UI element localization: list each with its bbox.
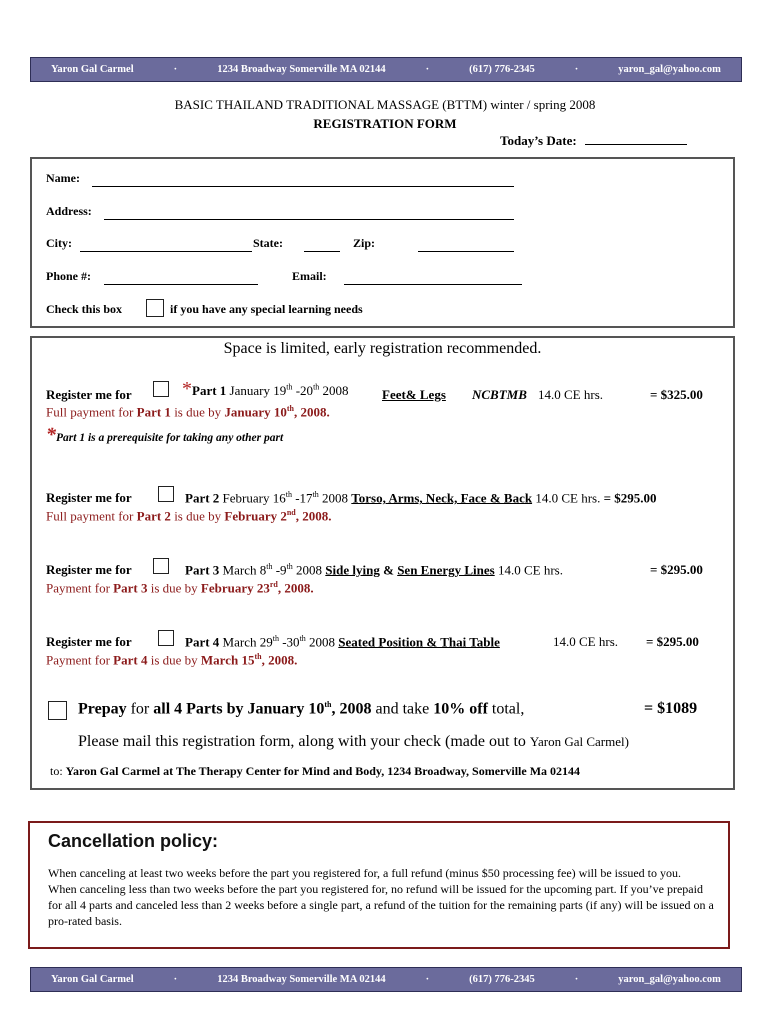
- mail-instructions: [78, 733, 629, 751]
- contact-phone: (617) 776-2345: [469, 974, 535, 985]
- sup: th: [272, 634, 279, 643]
- part4-hours: 14.0 CE hrs.: [553, 634, 618, 649]
- phone-field[interactable]: [104, 284, 258, 285]
- todays-date-field[interactable]: [500, 133, 687, 149]
- prepay-word: Prepay: [78, 700, 127, 718]
- zip-field[interactable]: [418, 251, 514, 252]
- part4-date-end: -30: [278, 634, 300, 650]
- part3-checkbox[interactable]: [153, 558, 169, 574]
- sup: rd: [269, 580, 278, 589]
- todays-date-line[interactable]: [585, 133, 687, 145]
- sup: nd: [286, 508, 296, 517]
- part3-hours: 14.0 CE hrs.: [497, 562, 563, 578]
- register-label: Register me for: [46, 490, 132, 505]
- pay-text: is due by: [170, 508, 225, 524]
- part2-date-end: -17: [291, 490, 313, 506]
- contact-address: 1234 Broadway Somerville MA 02144: [217, 974, 386, 985]
- part2-label: Part 2: [185, 490, 220, 506]
- prepay-all: all 4 Parts by January 10: [153, 700, 325, 718]
- sup: th: [285, 490, 292, 499]
- pay-year: , 2008.: [295, 508, 332, 524]
- pay-text: Payment for: [46, 652, 114, 668]
- part1-date-end: -20: [292, 383, 314, 398]
- name-field[interactable]: [92, 186, 514, 187]
- cancellation-paragraph-2: When canceling less than two weeks before the part you registered for, no refund will be issued for the upcoming part. If you’ve prepaid for all 4 parts and canceled less than 2 weeks before a single part, a refund of the tuition for the remaining parts (if any) will be issued on a pro-rated basis.: [48, 882, 714, 928]
- part1-payment-due: [46, 404, 330, 420]
- part1-date: January 19: [229, 383, 287, 398]
- form-title: BASIC THAILAND TRADITIONAL MASSAGE (BTTM) winter / spring 2008: [174, 97, 596, 112]
- part3-line: [185, 562, 563, 578]
- mail-text: Please mail this registration form, along with your check (made out to: [78, 733, 526, 750]
- separator: ·: [173, 64, 178, 75]
- special-needs-label: Check this box: [46, 302, 123, 316]
- city-field[interactable]: [80, 251, 252, 252]
- part3-topic-b: Sen Energy Lines: [397, 562, 495, 578]
- part1-prerequisite-note: [46, 424, 283, 447]
- contact-phone: (617) 776-2345: [469, 64, 535, 75]
- pay-part: Part 4: [113, 652, 148, 668]
- cancellation-text: [48, 865, 718, 929]
- part4-checkbox[interactable]: [158, 630, 174, 646]
- mail-payee: Yaron Gal Carmel): [529, 734, 629, 749]
- pay-year: , 2008.: [261, 652, 298, 668]
- pay-part: Part 3: [113, 580, 148, 596]
- part3-label: Part 3: [185, 562, 220, 578]
- state-field[interactable]: [304, 251, 340, 252]
- separator: ·: [574, 64, 579, 75]
- contact-name: Yaron Gal Carmel: [51, 974, 134, 985]
- pay-text: is due by: [147, 580, 201, 596]
- sup: th: [299, 634, 306, 643]
- personal-info-box: [30, 157, 735, 328]
- register-label: Register me for: [46, 562, 132, 577]
- city-label: City:: [46, 236, 72, 250]
- name-label: Name:: [46, 171, 80, 185]
- pay-year: , 2008.: [277, 580, 314, 596]
- top-contact-bar: [30, 57, 742, 82]
- part3-date-end: -9: [272, 562, 287, 578]
- part1-line: [182, 378, 349, 401]
- email-label: Email:: [292, 269, 327, 283]
- contact-email[interactable]: yaron_gal@yahoo.com: [618, 974, 721, 985]
- part4-payment-due: [46, 652, 297, 668]
- part2-year: 2008: [318, 490, 349, 506]
- address-label: Address:: [46, 204, 92, 218]
- pay-text: is due by: [147, 652, 201, 668]
- prerequisite-text: Part 1 is a prerequisite for taking any other part: [56, 432, 284, 444]
- part4-label: Part 4: [185, 634, 220, 650]
- register-label: Register me for: [46, 634, 132, 649]
- part1-price: = $325.00: [650, 387, 703, 402]
- part1-hours: 14.0 CE hrs.: [538, 387, 603, 402]
- sup: th: [286, 404, 294, 413]
- part2-checkbox[interactable]: [158, 486, 174, 502]
- part4-date: March 29: [222, 634, 273, 650]
- cancellation-paragraph-1: When canceling at least two weeks before the part you registered for, a full refund (minus $50 processing fee) will be issued to you.: [48, 866, 681, 880]
- contact-address: 1234 Broadway Somerville MA 02144: [217, 64, 386, 75]
- to-label: to:: [50, 764, 63, 778]
- prepay-discount: 10% off: [433, 700, 488, 718]
- sup: th: [324, 700, 332, 709]
- part2-payment-due: [46, 508, 332, 524]
- part1-label: Part 1: [192, 383, 227, 398]
- part2-hours: 14.0 CE hrs.: [535, 490, 601, 506]
- separator: ·: [425, 974, 430, 985]
- sup: th: [286, 562, 293, 571]
- part2-topic: Torso, Arms, Neck, Face & Back: [351, 490, 533, 506]
- part4-price: = $295.00: [646, 634, 699, 649]
- pay-text: Payment for: [46, 580, 114, 596]
- part3-date: March 8: [222, 562, 267, 578]
- part3-year: 2008: [292, 562, 323, 578]
- sup: th: [286, 382, 293, 392]
- register-label: Register me for: [46, 387, 132, 402]
- phone-label: Phone #:: [46, 269, 91, 283]
- cancellation-title: Cancellation policy:: [48, 831, 219, 851]
- pay-text: is due by: [170, 404, 225, 420]
- part2-date: February 16: [222, 490, 286, 506]
- course-registration-box: [30, 336, 735, 790]
- separator: ·: [173, 974, 178, 985]
- part1-checkbox[interactable]: [153, 381, 169, 397]
- part2-price: = $295.00: [603, 490, 657, 506]
- prepay-checkbox[interactable]: [48, 701, 67, 720]
- sup: th: [254, 652, 262, 661]
- contact-email[interactable]: yaron_gal@yahoo.com: [618, 64, 721, 75]
- part1-ncbtmb: NCBTMB: [472, 387, 527, 402]
- to-address: Yaron Gal Carmel at The Therapy Center for Mind and Body, 1234 Broadway, Somerville Ma 02144: [65, 764, 581, 778]
- pay-part: Part 1: [136, 404, 171, 420]
- part2-line: [185, 490, 657, 506]
- part1-topic: Feet& Legs: [382, 387, 446, 402]
- pay-date: January 10: [224, 404, 287, 420]
- pay-date: March 15: [200, 652, 255, 668]
- prepay-price: = $1089: [644, 700, 698, 717]
- sup: th: [266, 562, 273, 571]
- part3-topic-a: Side lying: [325, 562, 380, 578]
- mail-address: [50, 764, 580, 779]
- email-field[interactable]: [344, 284, 522, 285]
- part3-amp: &: [379, 562, 398, 578]
- special-needs-checkbox[interactable]: [146, 299, 164, 317]
- pay-date: February 23: [200, 580, 270, 596]
- state-label: State:: [253, 236, 283, 250]
- prepay-text: total,: [487, 700, 525, 718]
- part4-topic: Seated Position & Thai Table: [338, 634, 500, 650]
- part1-year: 2008: [319, 383, 349, 398]
- pay-part: Part 2: [136, 508, 171, 524]
- sup: th: [313, 382, 320, 392]
- part4-line: [185, 634, 500, 650]
- special-needs-suffix: if you have any special learning needs: [170, 302, 363, 316]
- star-icon: *: [46, 424, 56, 446]
- todays-date-label: Today’s Date:: [500, 133, 577, 148]
- prepay-text: and take: [371, 700, 434, 718]
- address-field[interactable]: [104, 219, 514, 220]
- star-icon: *: [182, 378, 192, 400]
- pay-date: February 2: [224, 508, 287, 524]
- prepay-year: , 2008: [331, 700, 372, 718]
- pay-text: Full payment for: [46, 404, 137, 420]
- part4-year: 2008: [305, 634, 336, 650]
- pay-text: Full payment for: [46, 508, 137, 524]
- separator: ·: [574, 974, 579, 985]
- part3-payment-due: [46, 580, 314, 596]
- sup: th: [312, 490, 319, 499]
- bottom-contact-bar: [30, 967, 742, 992]
- prepay-line: [78, 700, 524, 718]
- pay-year: , 2008.: [294, 404, 330, 420]
- part3-price: = $295.00: [650, 562, 703, 577]
- space-notice: Space is limited, early registration recommended.: [223, 340, 542, 357]
- prepay-text: for: [126, 700, 154, 718]
- contact-name: Yaron Gal Carmel: [51, 64, 134, 75]
- cancellation-policy-box: [28, 821, 730, 949]
- separator: ·: [425, 64, 430, 75]
- zip-label: Zip:: [353, 236, 376, 250]
- form-subtitle: REGISTRATION FORM: [313, 116, 457, 131]
